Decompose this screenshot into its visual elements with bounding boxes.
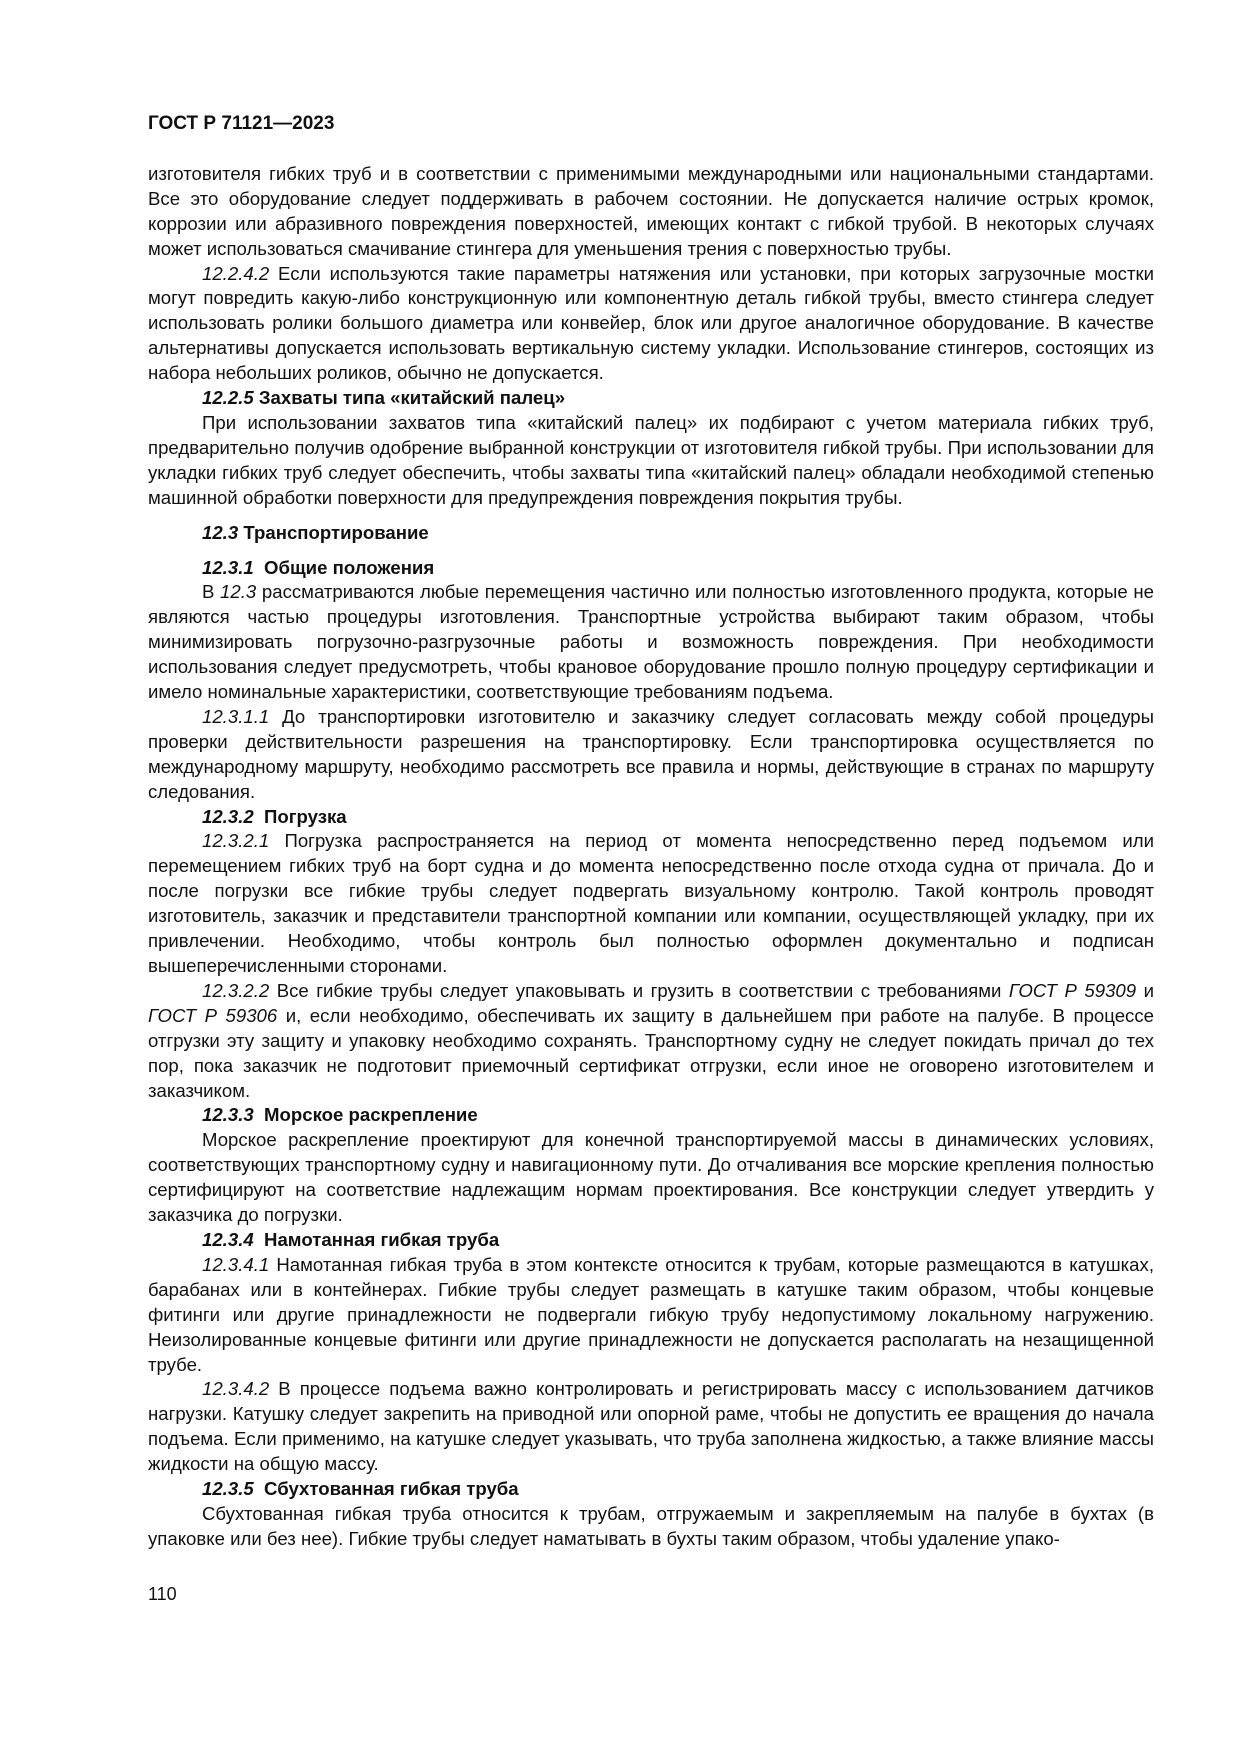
heading-12-3-2 [148, 805, 1154, 830]
paragraph-text: При использовании захватов типа «китайский палец» их подбирают с учетом материала гибких труб, предварительно получив одобрение выбранной конструкции от изготовителя гибкой трубы. При использовании для укладки гибких труб следует обеспечить, чтобы захваты типа «китайский палец» обладали необходимой степенью машинной обработки поверхности для предупреждения повреждения покрытия трубы. [148, 411, 1154, 508]
paragraph-text: В [202, 581, 221, 603]
page-number: 110 [148, 1584, 177, 1604]
heading-title: Общие положения [253, 556, 435, 578]
heading-title: Сбухтованная гибкая труба [253, 1478, 519, 1500]
clause-number: 12.3.2.1 [202, 830, 270, 852]
heading-12-2-5 [148, 386, 1154, 411]
paragraph-12-3-5 [148, 1502, 1154, 1552]
paragraph-text: Если используются такие параметры натяжения или установки, при которых загрузочные мостки могут повредить какую-либо конструкционную или компонентную деталь гибкой трубы, вместо стингера следует использовать ролики большого диаметра или конвейер, блок или другое аналогичное оборудование. В качестве альтернативы допускается использовать вертикальную систему укладки. Использование стингеров, состоящих из набора небольших роликов, обычно не допускается. [148, 262, 1154, 384]
heading-12-3-1 [148, 556, 1154, 581]
heading-title: Намотанная гибкая труба [253, 1228, 500, 1250]
standard-reference: ГОСТ Р 59306 [148, 1004, 278, 1026]
section-heading-12-3 [148, 521, 1154, 546]
paragraph-text: Морское раскрепление проектируют для конечной транспортируемой массы в динамических условиях, соответствующих транспортному судну и навигационному пути. До отчаливания все морские крепления полностью сертифицируют на соответствие надлежащим нормам проектирования. Все конструкции следует утвердить у заказчика до погрузки. [148, 1129, 1154, 1226]
paragraph-text: Погрузка распространяется на период от момента непосредственно перед подъемом или перемещением гибких труб на борт судна и до момента непосредственно после отхода судна от причала. До и после погрузки все гибкие трубы следует подвергать визуальному контролю. Такой контроль проводят изготовитель, заказчик и представители транспортной компании или компании, осуществляющей укладку, при их привлечении. Необходимо, чтобы контроль был полностью оформлен документально и подписан вышеперечисленными сторонами. [148, 830, 1154, 976]
paragraph-text: рассматриваются любые перемещения частично или полностью изготовленного продукта, которые не являются частью процедуры изготовления. Транспортные устройства выбирают таким образом, чтобы минимизировать погрузочно-разгрузочные работы и возможность повреждения. При необходимости использования следует предусмотреть, чтобы крановое оборудование прошло полную процедуру сертификации и имело номинальные характеристики, соответствующие требованиям подъема. [148, 581, 1154, 703]
clause-number: 12.2.5 [202, 387, 254, 409]
paragraph-text: Все гибкие трубы следует упаковывать и грузить в соответствии с требованиями [269, 979, 1009, 1001]
clause-number: 12.3.1 [202, 556, 254, 578]
paragraph-text: и, если необходимо, обеспечивать их защиту в дальнейшем при работе на палубе. В процессе отгрузки эту защиту и упаковку необходимо сохранять. Транспортному судну не следует покидать причал до тех пор, пока заказчик не подготовит приемочный сертификат отгрузки, если иное не оговорено изготовителем и заказчиком. [148, 1004, 1154, 1101]
clause-number: 12.3.2.2 [202, 979, 270, 1001]
paragraph-12-3-2-1 [148, 829, 1154, 978]
paragraph-text: Намотанная гибкая труба в этом контексте относится к трубам, которые размещаются в катушках, барабанах или в контейнерах. Гибкие трубы следует размещать в катушке таким образом, чтобы концевые фитинги или другие принадлежности не подвергали гибкую трубу недопустимому локальному нагружению. Неизолированные концевые фитинги или другие принадлежности не допускается располагать на незащищенной трубе. [148, 1253, 1154, 1375]
document-header: ГОСТ Р 71121—2023 [148, 113, 335, 134]
paragraph-text: Сбухтованная гибкая труба относится к трубам, отгружаемым и закрепляемым на палубе в бухтах (в упаковке или без нее). Гибкие трубы следует наматывать в бухты таким образом, чтобы удаление упако- [148, 1502, 1154, 1549]
paragraph-12-3-3 [148, 1128, 1154, 1228]
paragraph-12-3-4-1 [148, 1253, 1154, 1378]
heading-12-3-5 [148, 1477, 1154, 1502]
clause-number: 12.2.4.2 [202, 262, 270, 284]
section-title: Транспортирование [238, 521, 429, 543]
standard-reference: ГОСТ Р 59309 [1008, 979, 1137, 1001]
clause-number: 12.3.4.1 [202, 1253, 270, 1275]
paragraph-text: До транспортировки изготовителю и заказчику следует согласовать между собой процедуры проверки действительности разрешения на транспортировку. Если транспортировка осуществляется по международному маршруту, необходимо рассмотреть все правила и нормы, действующие в странах по маршруту следования. [148, 705, 1154, 802]
paragraph-text: и [1136, 979, 1154, 1001]
paragraph-continuation [148, 162, 1154, 262]
paragraph-12-2-5 [148, 411, 1154, 511]
clause-number: 12.3.4 [202, 1228, 254, 1250]
paragraph-12-3-4-2 [148, 1377, 1154, 1477]
paragraph-12-3-2-2 [148, 979, 1154, 1104]
clause-number: 12.3.4.2 [202, 1378, 270, 1400]
paragraph-12-3-1-1 [148, 705, 1154, 805]
paragraph-12-3-1 [148, 580, 1154, 705]
paragraph-12-2-4-2 [148, 262, 1154, 387]
clause-number: 12.3.5 [202, 1478, 254, 1500]
clause-number: 12.3.3 [202, 1104, 254, 1126]
document-page [148, 112, 1154, 1552]
heading-title: Захваты типа «китайский палец» [253, 387, 566, 409]
heading-12-3-3 [148, 1103, 1154, 1128]
heading-12-3-4 [148, 1228, 1154, 1253]
section-reference: 12.3 [220, 581, 257, 603]
clause-number: 12.3.2 [202, 805, 254, 827]
heading-title: Погрузка [253, 805, 347, 827]
paragraph-text: изготовителя гибких труб и в соответствии с применимыми международными или национальными стандартами. Все это оборудование следует поддерживать в рабочем состоянии. Не допускается наличие острых кромок, коррозии или абразивного повреждения поверхностей, имеющих контакт с гибкой трубой. В некоторых случаях может использоваться смачивание стингера для уменьшения трения с поверхностью трубы. [148, 162, 1154, 259]
section-number: 12.3 [202, 521, 239, 543]
paragraph-text: В процессе подъема важно контролировать и регистрировать массу с использованием датчиков нагрузки. Катушку следует закрепить на приводной или опорной раме, чтобы не допустить ее вращения до начала подъема. Если применимо, на катушке следует указывать, что труба заполнена жидкостью, а также влияние массы жидкости на общую массу. [148, 1378, 1154, 1475]
clause-number: 12.3.1.1 [202, 705, 270, 727]
heading-title: Морское раскрепление [253, 1104, 478, 1126]
